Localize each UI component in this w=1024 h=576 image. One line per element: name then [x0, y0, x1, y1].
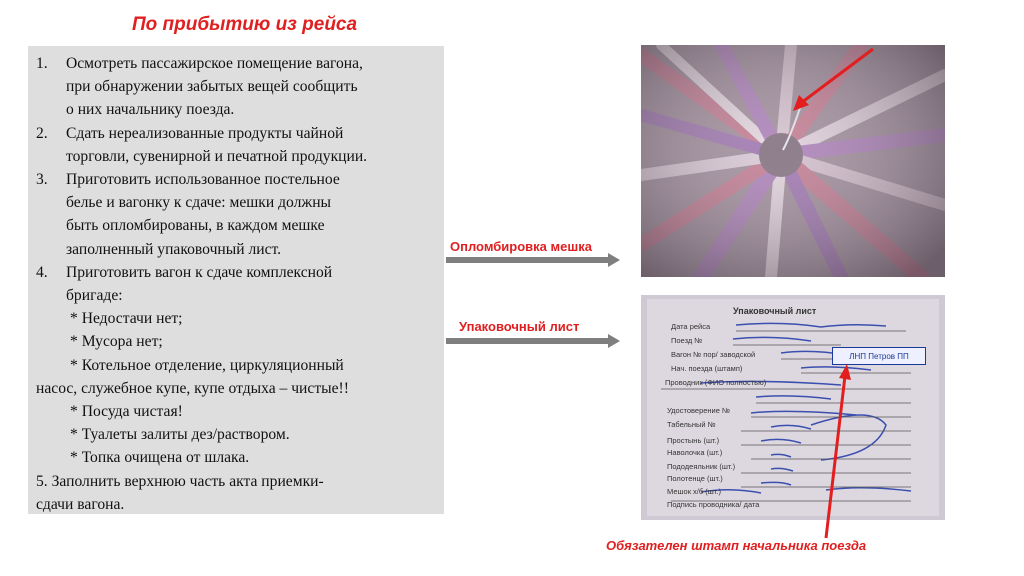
- page-title: По прибытию из рейса: [132, 14, 358, 35]
- list-item: белье и вагонку к сдаче: мешки должны: [66, 194, 332, 212]
- list-item: 3. Приготовить использованное постельное: [36, 171, 340, 189]
- sheet-row: Мешок х/б (шт.): [667, 487, 721, 496]
- stamp-required-caption: Обязателен штамп начальника поезда: [606, 538, 867, 553]
- list-item: насос, служебное купе, купе отдыха – чистые!!: [36, 379, 349, 397]
- sheet-row: Табельный №: [667, 420, 716, 429]
- arrow-right-icon: [446, 333, 622, 349]
- sheet-row: Подпись проводника/ дата: [667, 500, 760, 509]
- arrow-up-icon: [818, 362, 858, 540]
- list-item: заполненный упаковочный лист.: [66, 240, 282, 258]
- sheet-row: Наволочка (шт.): [667, 448, 723, 457]
- list-item: * Топка очищена от шлака.: [70, 449, 250, 467]
- sealed-bag-photo: [641, 45, 945, 277]
- list-item: 1. Осмотреть пассажирское помещение вагона,: [36, 55, 363, 72]
- list-item: * Котельное отделение, циркуляционный: [70, 356, 344, 374]
- sheet-row: Полотенце (шт.): [667, 474, 723, 483]
- list-item: * Недостачи нет;: [70, 310, 183, 328]
- seal-label: Опломбировка мешка: [450, 239, 592, 254]
- list-item: сдачи вагона.: [36, 495, 125, 513]
- list-item: 4. Приготовить вагон к сдаче комплексной: [36, 263, 333, 281]
- packing-list-label: Упаковочный лист: [459, 319, 580, 334]
- sheet-row: Проводник (ФИО полностью): [665, 378, 767, 387]
- sheet-row: Удостоверение №: [667, 406, 731, 415]
- sheet-row: Вагон № пор/ заводской: [671, 350, 756, 359]
- arrow-right-icon: [446, 252, 622, 268]
- stamp-box: ЛНП Петров ПП: [832, 347, 926, 365]
- list-item: * Посуда чистая!: [70, 403, 183, 421]
- list-item: быть опломбированы, в каждом мешке: [66, 217, 325, 235]
- sheet-row: Пододеяльник (шт.): [667, 462, 736, 471]
- list-item: торговли, сувенирной и печатной продукции.: [66, 147, 368, 165]
- list-item: о них начальнику поезда.: [66, 101, 235, 119]
- list-item: * Туалеты залиты дез/раствором.: [70, 426, 290, 444]
- sheet-row: Нач. поезда (штамп): [671, 364, 743, 373]
- sheet-row: Дата рейса: [671, 322, 711, 331]
- list-item: бригаде:: [66, 287, 123, 305]
- sheet-row: Поезд №: [671, 336, 703, 345]
- instructions-list: [28, 46, 444, 514]
- list-item: * Мусора нет;: [70, 333, 163, 351]
- sheet-heading: Упаковочный лист: [733, 306, 817, 316]
- list-item: при обнаружении забытых вещей сообщить: [66, 78, 358, 96]
- packing-list-photo: [641, 295, 945, 520]
- sheet-row: Простынь (шт.): [667, 436, 720, 445]
- list-item: 2. Сдать нереализованные продукты чайной: [36, 124, 344, 142]
- list-item: 5. Заполнить верхнюю часть акта приемки-: [36, 472, 324, 490]
